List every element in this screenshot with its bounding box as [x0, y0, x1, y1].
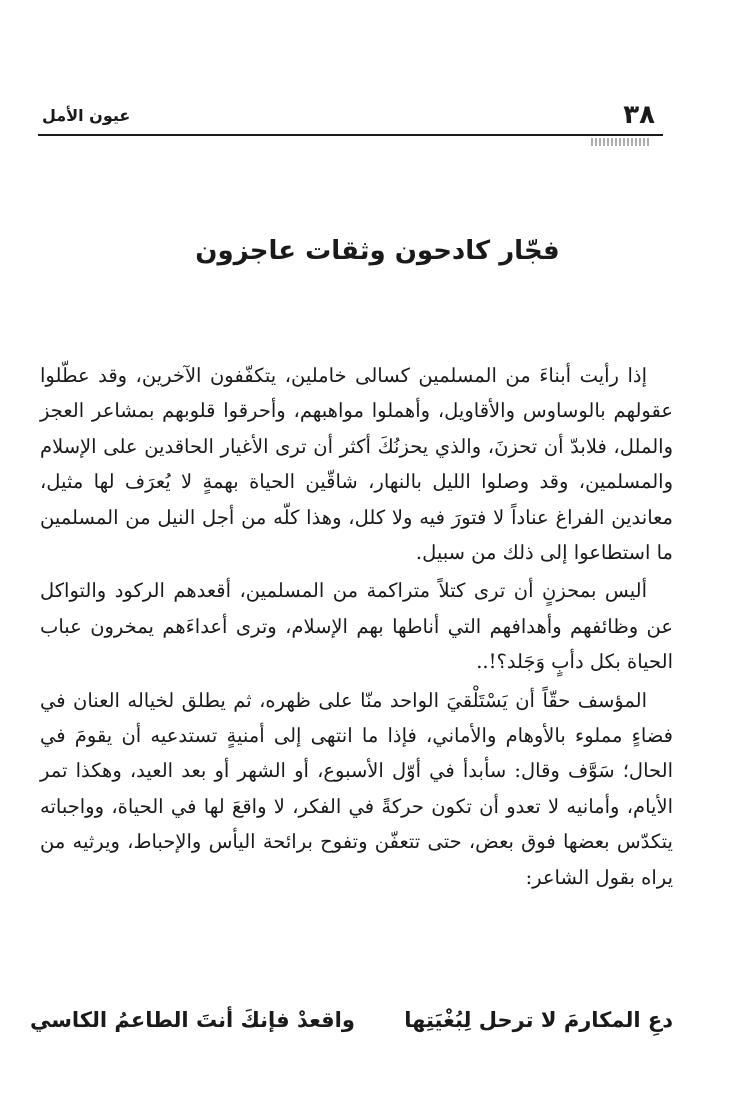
running-title: عيون الأمل — [42, 106, 131, 125]
poem-verse — [30, 1008, 673, 1032]
header-ornament — [591, 138, 651, 146]
paragraph: أليس بمحزنٍ أن ترى كتلاً متراكمة من المسلمين، أقعدهم الركود والتواكل عن وظائفهم وأهدافهم التي أناطها بهم الإسلام، وترى أعداءَهم يمخرون عباب الحياة بكل دأبٍ وَجَلد؟!.. — [40, 579, 673, 674]
paragraph: إذا رأيت أبناءَ من المسلمين كسالى خاملين، يتكفّفون الآخرين، وقد عطّلوا عقولهم بالوساوس والأقاويل، وأهملوا مواهبهم، وأحرقوا قلوبهم بمشاعر العجز والملل، فلابدّ أن تحزنَ، والذي يحزنُكَ أكثر أن ترى الأغيار الحاقدين على الإسلام والمسلمين، وقد وصلوا الليل بالنهار، شاقّين الحياة بهمةٍ لا يُعرَف لها مثيل، معاندين الفراغ عناداً لا فتورَ فيه ولا كلل، وهذا كلّه من أجل النيل من المسلمين ما استطاعوا إلى ذلك من سبيل. — [40, 364, 673, 565]
poem-second-hemistich: واقعدْ فإنكَ أنتَ الطاعمُ الكاسي — [30, 1008, 355, 1032]
poem-first-hemistich: دعِ المكارمَ لا ترحل لِبُغْيَتِها — [404, 1008, 673, 1032]
body-text — [40, 358, 673, 898]
header-rule — [38, 134, 663, 136]
page-number: ٣٨ — [623, 100, 655, 130]
chapter-title: فجّار كادحون وثقات عاجزون — [195, 236, 560, 266]
page-header — [38, 98, 663, 134]
paragraph: المؤسف حقّاً أن يَسْتَلْقيَ الواحد منّا على ظهره، ثم يطلق لخياله العنان في فضاءٍ مملوء بالأوهام والأماني، فإذا ما انتهى إلى أمنيةٍ تستدعيه أن يقومَ في الحال؛ سَوَّف وقال: سأبدأ في أوّل الأسبوع، أو الشهر أو بعد العيد، وهكذا تمر الأيام، وأمانيه لا تعدو أن تكون حركةً في الفكر، لا واقعَ لها في الحياة، وواجباته يتكدّس بعضها فوق بعض، حتى تتعفّن وتفوح برائحة اليأس والإحباط، ويرثيه من يراه بقول الشاعر: — [40, 688, 673, 889]
